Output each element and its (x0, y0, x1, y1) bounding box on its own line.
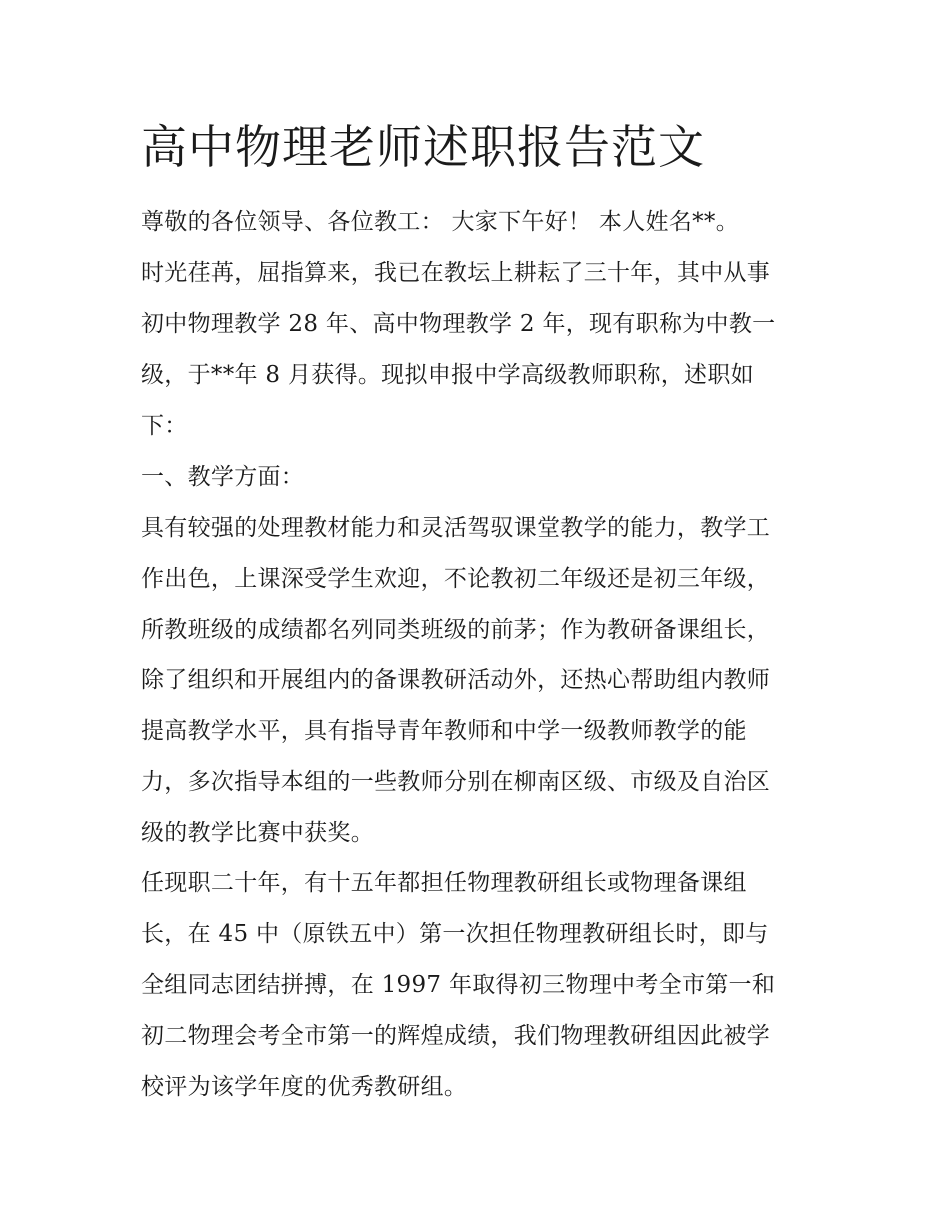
text-line: 校评为该学年度的优秀教研组。 (141, 1074, 468, 1100)
text-line: 长，在 45 中（原铁五中）第一次担任物理教研组长时，即与 (141, 921, 769, 947)
text-line: 初中物理教学 28 年、高中物理教学 2 年，现有职称为中教一 (141, 311, 776, 337)
text-line: 除了组织和开展组内的备课教研活动外，还热心帮助组内教师 (141, 667, 771, 693)
text-line: 下： (141, 413, 188, 439)
text-line: 尊敬的各位领导、各位教工： 大家下午好！ 本人姓名**。 (141, 209, 740, 235)
text-line: 任现职二十年，有十五年都担任物理教研组长或物理备课组 (141, 870, 747, 896)
text-line: 具有较强的处理教材能力和灵活驾驭课堂教学的能力，教学工 (141, 515, 771, 541)
text-line: 提高教学水平，具有指导青年教师和中学一级教师教学的能 (141, 718, 747, 744)
section-heading: 一、教学方面： (141, 464, 305, 490)
text-line: 力，多次指导本组的一些教师分别在柳南区级、市级及自治区 (141, 769, 771, 795)
text-line: 时光荏苒，屈指算来，我已在教坛上耕耘了三十年，其中从事 (141, 260, 771, 286)
text-line: 初二物理会考全市第一的辉煌成绩，我们物理教研组因此被学 (141, 1023, 771, 1049)
text-line: 作出色，上课深受学生欢迎，不论教初二年级还是初三年级， (141, 566, 771, 592)
document-title: 高中物理老师述职报告范文 (141, 120, 705, 174)
text-line: 级的教学比赛中获奖。 (141, 820, 374, 846)
text-line: 所教班级的成绩都名列同类班级的前茅；作为教研备课组长， (141, 617, 771, 643)
text-line: 全组同志团结拼搏，在 1997 年取得初三物理中考全市第一和 (141, 972, 776, 998)
text-line: 级，于**年 8 月获得。现拟申报中学高级教师职称，述职如 (141, 362, 754, 388)
